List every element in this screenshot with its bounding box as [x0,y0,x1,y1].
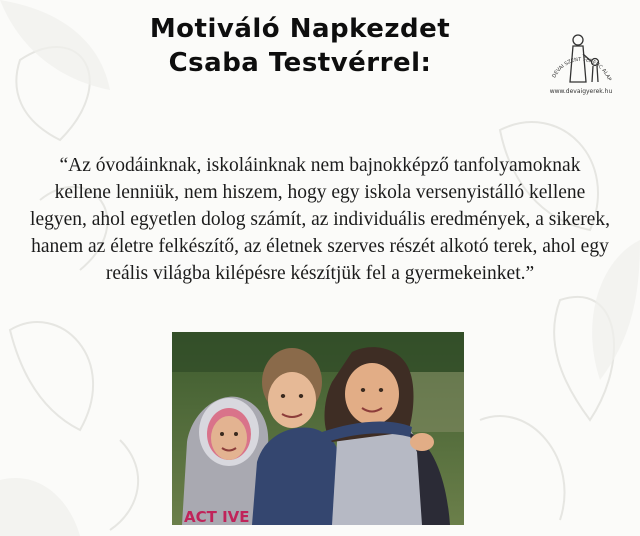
foundation-logo [546,10,616,110]
page-title [110,12,490,80]
quote-text: “Az óvodáinknak, iskoláinknak nem bajnokképző tanfolyamoknak kellene lenniük, nem hiszem, hogy egy iskola versenyistálló kellene legyen, ahol egyetlen dolog számít, az individuális eredmények, a sikerek, hanem az életre felkészítő, az életnek szerves részét alkotó terek, ahol egy reális világba kilépésre készítjük fel a gyermekeinket.” [30,155,610,284]
logo-url: www.devaigyerek.hu [549,88,613,95]
title-line-1: Motiváló Napkezdet [149,14,451,44]
shirt-text: ACT IVE [184,508,250,525]
title-line-2: Csaba Testvérrel: [168,48,432,78]
children-photo [172,332,464,525]
logo-arc-text: DÉVAI SZENT FERENC ALAP [551,56,613,82]
